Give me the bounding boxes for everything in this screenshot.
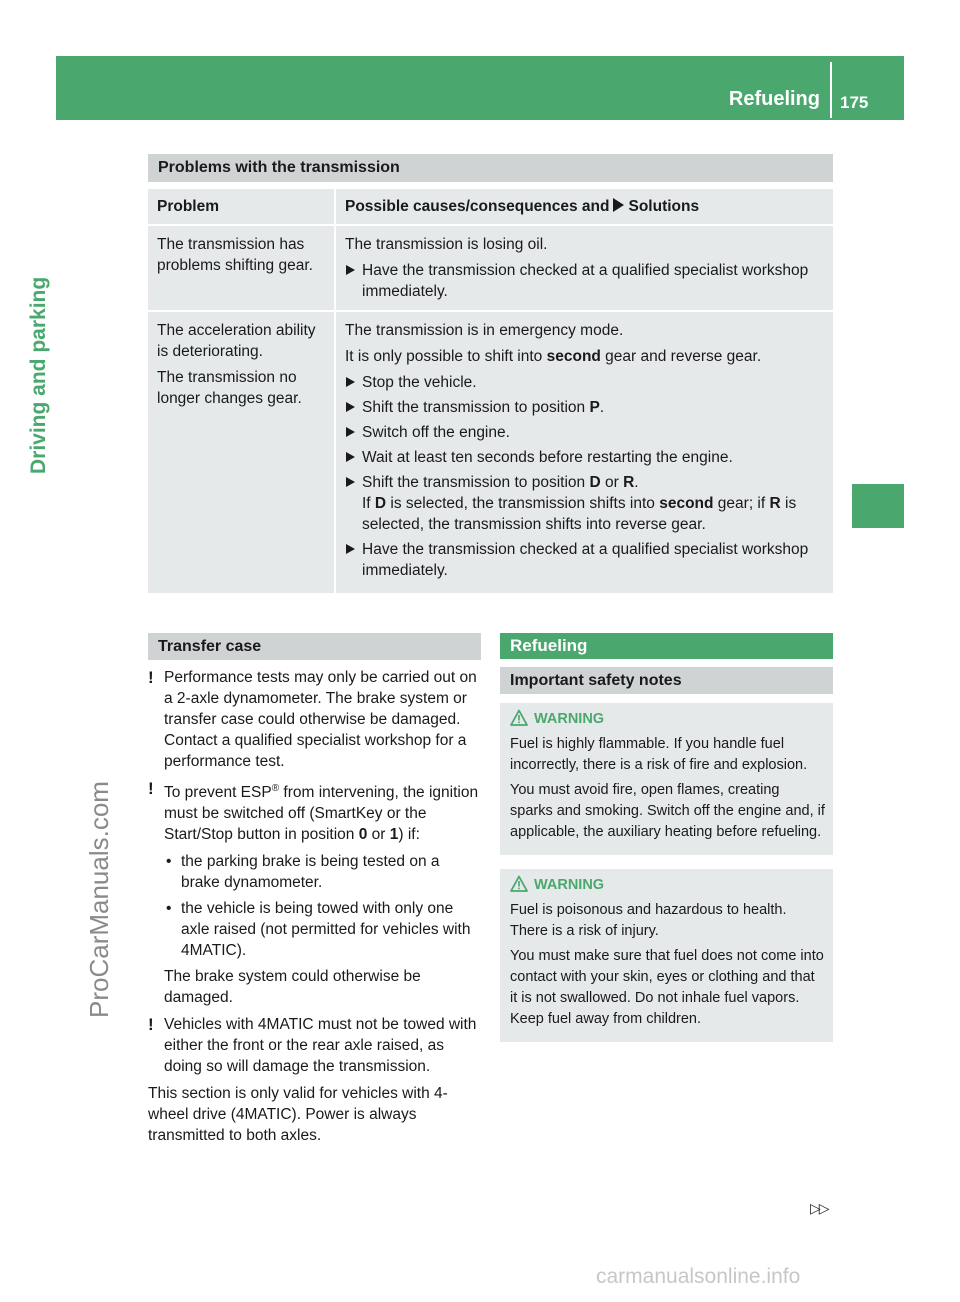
solution-arrow-icon [613, 198, 624, 212]
warning-triangle-icon [510, 709, 528, 727]
refueling-title: Refueling [500, 633, 833, 659]
table-row [336, 312, 833, 593]
table-row [148, 312, 334, 593]
row2-cause-2: It is only possible to shift into second gear and reverse gear. [345, 348, 762, 365]
table-header-problem-label: Problem [157, 198, 220, 215]
warning-heading: WARNING [510, 709, 825, 730]
continue-arrow-icon: ▷▷ [810, 1200, 828, 1216]
side-tab [852, 120, 904, 484]
exclamation-icon: ! [148, 1015, 154, 1035]
warning-heading: WARNING [510, 875, 825, 896]
warning-text: You must avoid fire, open flames, creating sparks and smoking. Switch off the engine and, if applicable, the auxiliary heating before refueling. [510, 782, 825, 840]
row2-step-5: Shift the transmission to position D or R. If D is selected, the transmission shifts into second gear; if R is selected, the transmission shifts into reverse gear. [345, 472, 824, 535]
warning-text: You must make sure that fuel does not come into contact with your skin, eyes or clothing and that it is not swallowed. Do not inhale fuel vapors. Keep fuel away from children. [510, 948, 824, 1027]
header-title: Refueling [728, 88, 820, 110]
row2-cause-1: The transmission is in emergency mode. [345, 322, 624, 339]
note-item: ! Vehicles with 4MATIC must not be towed with either the front or the rear axle raised, as doing so will damage the transmission. [148, 1015, 477, 1076]
watermark: ProCarManuals.com [84, 781, 114, 1018]
warning-triangle-icon [510, 875, 528, 893]
refueling-section [500, 633, 833, 1056]
note-item: ! Performance tests may only be carried out on a 2-axle dynamometer. The brake system or transfer case could otherwise be damaged. Contact a qualified specialist workshop for a performance test. [148, 668, 477, 770]
row1-cause: The transmission is losing oil. [345, 236, 548, 253]
note-item: ! To prevent ESP® from intervening, the ignition must be switched off (SmartKey or the Start/Stop button in position 0 or 1) if: [148, 779, 479, 844]
row2-step-4: Wait at least ten seconds before restarting the engine. [345, 447, 824, 468]
row2-step-3: Switch off the engine. [345, 422, 824, 443]
page-number: 175 [840, 93, 869, 112]
transfer-case-section [148, 633, 481, 1146]
warning-text: Fuel is highly flammable. If you handle fuel incorrectly, there is a risk of fire and explosion. [510, 736, 808, 773]
table-row [336, 226, 833, 310]
row1-step: Have the transmission checked at a qualified specialist workshop immediately. [345, 260, 824, 302]
transmission-section-title: Problems with the transmission [148, 154, 833, 182]
table-header-solutions-label-2: Solutions [628, 198, 700, 215]
transfer-case-paragraph: This section is only valid for vehicles with 4-wheel drive (4MATIC). Power is always transmitted to both axles. [148, 1085, 448, 1145]
warning-box-fire [500, 703, 833, 855]
list-item: • the parking brake is being tested on a brake dynamometer. [148, 851, 481, 893]
warning-text: Fuel is poisonous and hazardous to health. There is a risk of injury. [510, 902, 787, 939]
table-header-solutions [336, 189, 833, 224]
side-tab-label: Driving and parking [27, 276, 50, 474]
safety-notes-title: Important safety notes [500, 667, 833, 694]
warning-box-health [500, 869, 833, 1042]
table-header-solutions-label: Possible causes/consequences and [345, 198, 610, 215]
transfer-case-title: Transfer case [148, 633, 481, 660]
row1-problem: The transmission has problems shifting gear. [157, 236, 313, 274]
row2-problem-2: The transmission no longer changes gear. [157, 369, 302, 407]
row2-problem-1: The acceleration ability is deteriorating. [157, 322, 316, 360]
table-row [148, 226, 334, 310]
header-separator [830, 62, 832, 118]
row2-step-1: Stop the vehicle. [345, 372, 824, 393]
footer-site: carmanualsonline.info [596, 1265, 801, 1288]
exclamation-icon: ! [148, 668, 154, 687]
list-item: • the vehicle is being towed with only one axle raised (not permitted for vehicles with 4MATIC). [148, 898, 481, 961]
row2-step-6: Have the transmission checked at a qualified specialist workshop immediately. [345, 539, 824, 581]
note-continuation: The brake system could otherwise be damaged. [164, 968, 421, 1007]
exclamation-icon: ! [148, 779, 154, 798]
table-header-problem [148, 189, 334, 224]
side-tab-marker [852, 484, 904, 528]
row2-step-2: Shift the transmission to position P. [345, 397, 824, 418]
